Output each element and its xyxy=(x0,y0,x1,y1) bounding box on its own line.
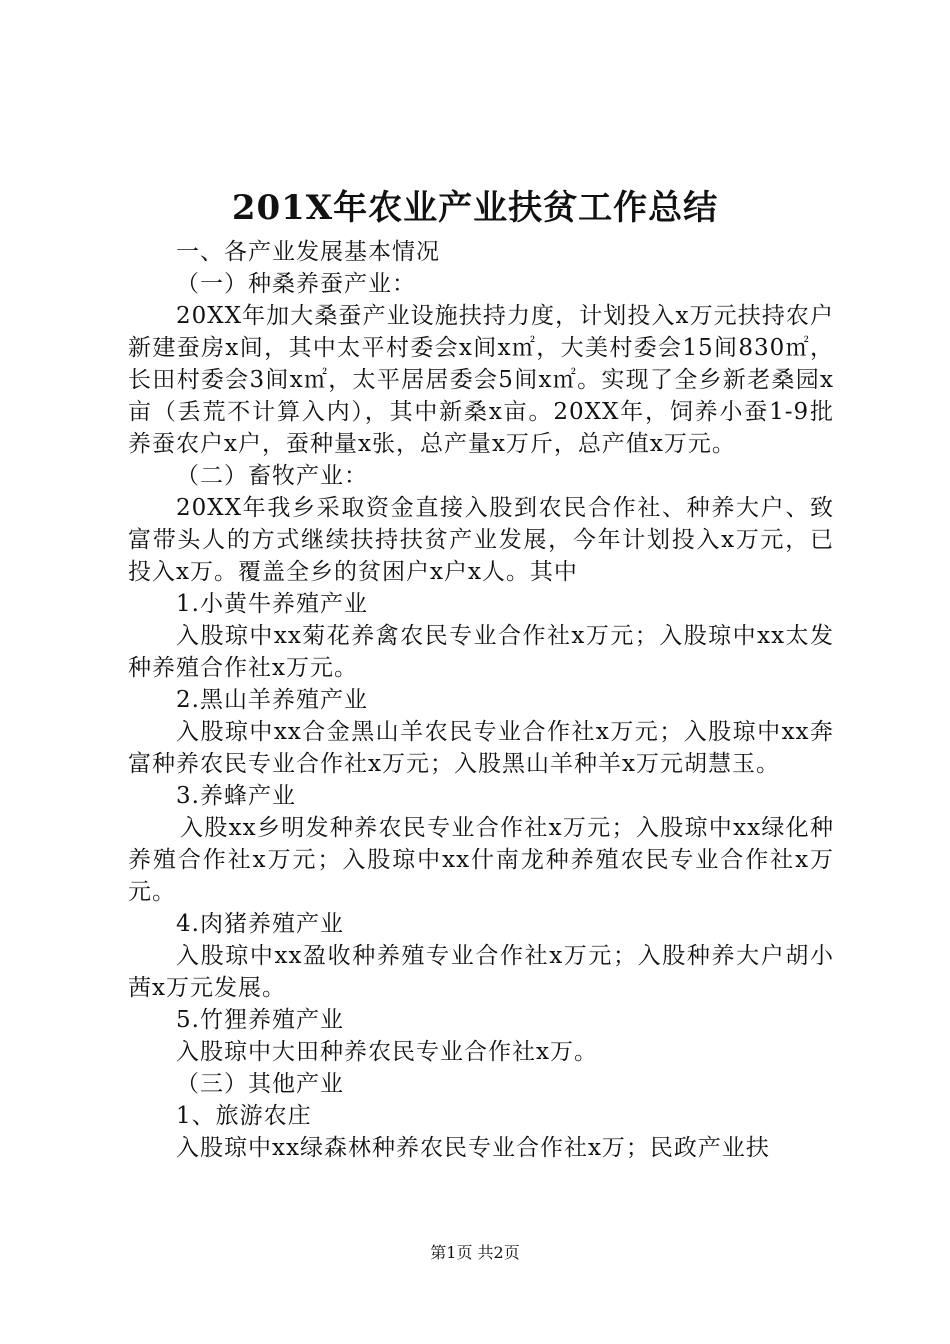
body-paragraph: 入股xx乡明发种养农民专业合作社x万元；入股琼中xx绿化种养殖合作社x万元；入股琼中xx什南龙种养殖农民专业合作社x万元。 xyxy=(128,815,834,905)
body-paragraph: 入股琼中大田种养农民专业合作社x万。 xyxy=(176,1039,598,1065)
document-title: 201X年农业产业扶贫工作总结 xyxy=(231,188,719,228)
item-heading: 5.竹狸养殖产业 xyxy=(176,1007,344,1033)
item-heading: 1.小黄牛养殖产业 xyxy=(176,591,368,617)
item-heading: 2.黑山羊养殖产业 xyxy=(176,687,368,713)
subsection-heading: （二）畜牧产业： xyxy=(176,463,368,489)
item-heading: 3.养蜂产业 xyxy=(176,783,296,809)
item-heading: 4.肉猪养殖产业 xyxy=(176,911,344,937)
page-footer: 第1页 共2页 xyxy=(430,1243,520,1262)
subsection-heading: （一）种桑养蚕产业： xyxy=(176,271,416,297)
item-heading: 1、旅游农庄 xyxy=(176,1103,312,1129)
body-paragraph: 入股琼中xx绿森林种养农民专业合作社x万；民政产业扶 xyxy=(176,1135,770,1161)
section-heading: 一、各产业发展基本情况 xyxy=(176,239,440,265)
body-paragraph: 入股琼中xx盈收种养殖专业合作社x万元；入股种养大户胡小茜x万元发展。 xyxy=(128,943,834,1001)
body-paragraph: 入股琼中xx菊花养禽农民专业合作社x万元；入股琼中xx太发种养殖合作社x万元。 xyxy=(128,623,834,681)
body-paragraph: 20XX年我乡采取资金直接入股到农民合作社、种养大户、致富带头人的方式继续扶持扶贫产业发展，今年计划投入x万元，已投入x万。覆盖全乡的贫困户x户x人。其中 xyxy=(128,495,834,585)
document-body xyxy=(128,236,834,1164)
body-paragraph: 20XX年加大桑蚕产业设施扶持力度，计划投入x万元扶持农户新建蚕房x间，其中太平村委会x间x㎡，大美村委会15间830㎡，长田村委会3间x㎡，太平居居委会5间x㎡。实现了全乡新老桑园x亩（丢荒不计算入内），其中新桑x亩。20XX年，饲养小蚕1-9批养蚕农户x户，蚕种量x张，总产量x万斤，总产值x万元。 xyxy=(128,303,834,457)
subsection-heading: （三）其他产业 xyxy=(176,1071,344,1097)
body-paragraph: 入股琼中xx合金黑山羊农民专业合作社x万元；入股琼中xx奔富种养农民专业合作社x万元；入股黑山羊种羊x万元胡慧玉。 xyxy=(128,719,834,777)
